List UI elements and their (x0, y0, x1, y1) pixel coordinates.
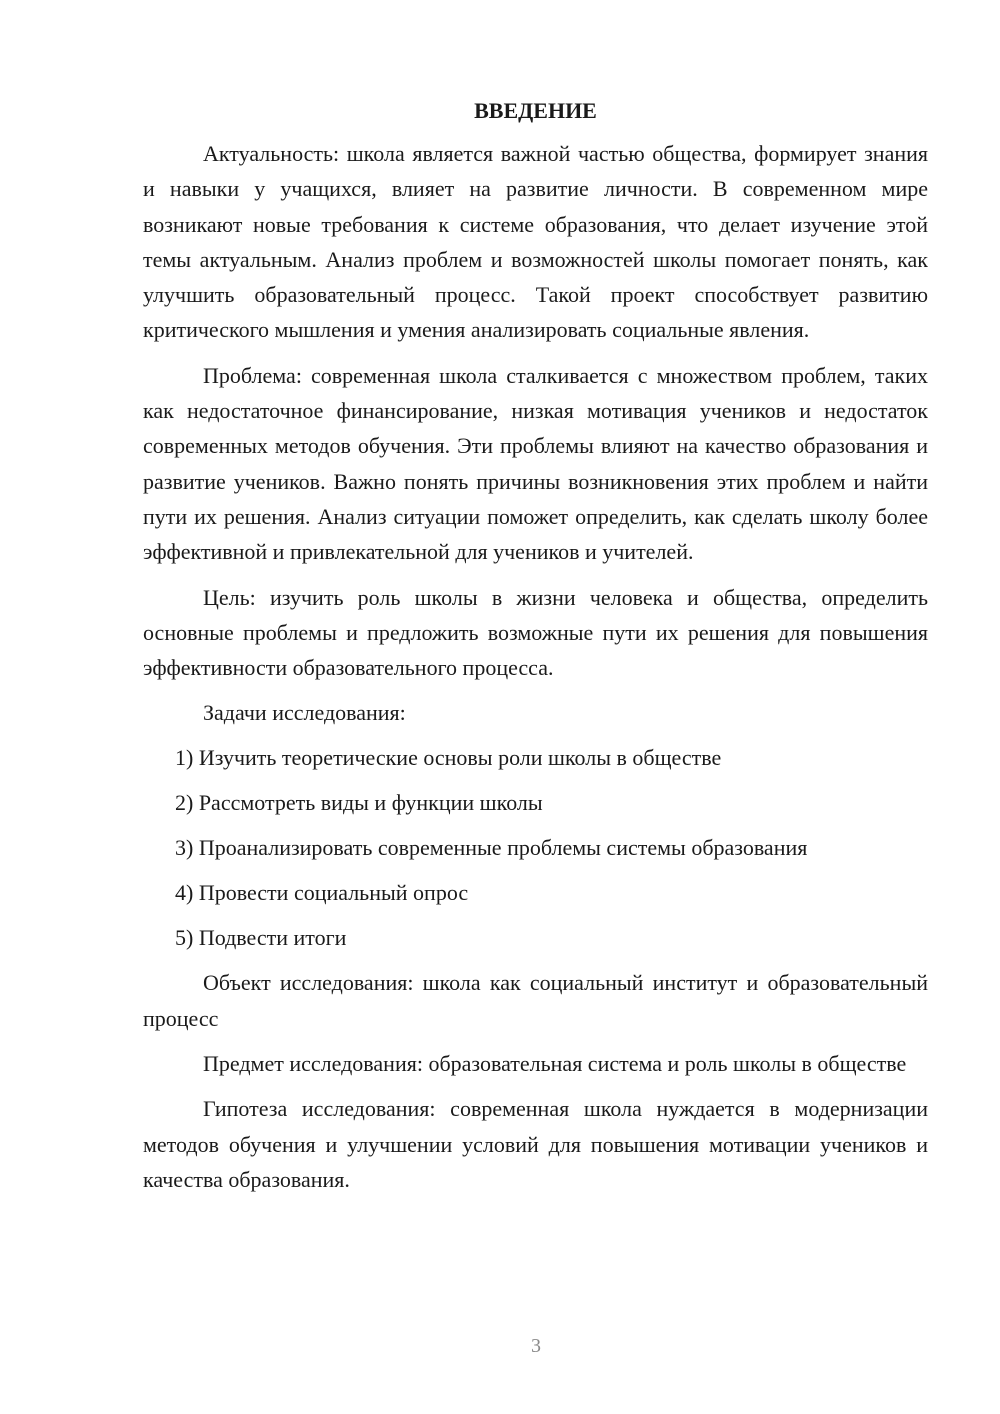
section-heading: ВВЕДЕНИЕ (474, 98, 597, 123)
tasks-label: Задачи исследования: (203, 700, 406, 726)
page-number: 3 (531, 1335, 541, 1357)
list-item: 1) Изучить теоретические основы роли школы в обществе (175, 745, 722, 771)
page-content (143, 94, 928, 1207)
paragraph-object: Объект исследования: школа как социальный институт и образовательный процесс (143, 970, 928, 1031)
list-item: 3) Проанализировать современные проблемы системы образования (175, 835, 808, 861)
list-item: 2) Рассмотреть виды и функции школы (175, 790, 543, 816)
paragraph-relevance: Актуальность: школа является важной частью общества, формирует знания и навыки у учащихся, влияет на развитие личности. В современном мире возникают новые требования к системе образования, что делает изучение этой темы актуальным. Анализ проблем и возможностей школы помогает понять, как улучшить образовательный процесс. Такой проект способствует развитию критического мышления и умения анализировать социальные явления. (143, 141, 928, 343)
tasks-list (143, 740, 928, 955)
paragraph-subject: Предмет исследования: образовательная система и роль школы в обществе (203, 1051, 907, 1077)
paragraph-goal: Цель: изучить роль школы в жизни человека и общества, определить основные проблемы и предложить возможные пути их решения для повышения эффективности образовательного процесса. (143, 584, 928, 681)
list-item: 5) Подвести итоги (175, 925, 347, 951)
paragraph-problem: Проблема: современная школа сталкивается с множеством проблем, таких как недостаточное финансирование, низкая мотивация учеников и недостаток современных методов обучения. Эти проблемы влияют на качество образования и развитие учеников. Важно понять причины возникновения этих проблем и найти пути их решения. Анализ ситуации поможет определить, как сделать школу более эффективной и привлекательной для учеников и учителей. (143, 362, 928, 565)
list-item: 4) Провести социальный опрос (175, 880, 469, 906)
paragraph-hypothesis: Гипотеза исследования: современная школа нуждается в модернизации методов обучения и улучшении условий для повышения мотивации учеников и качества образования. (143, 1096, 928, 1192)
